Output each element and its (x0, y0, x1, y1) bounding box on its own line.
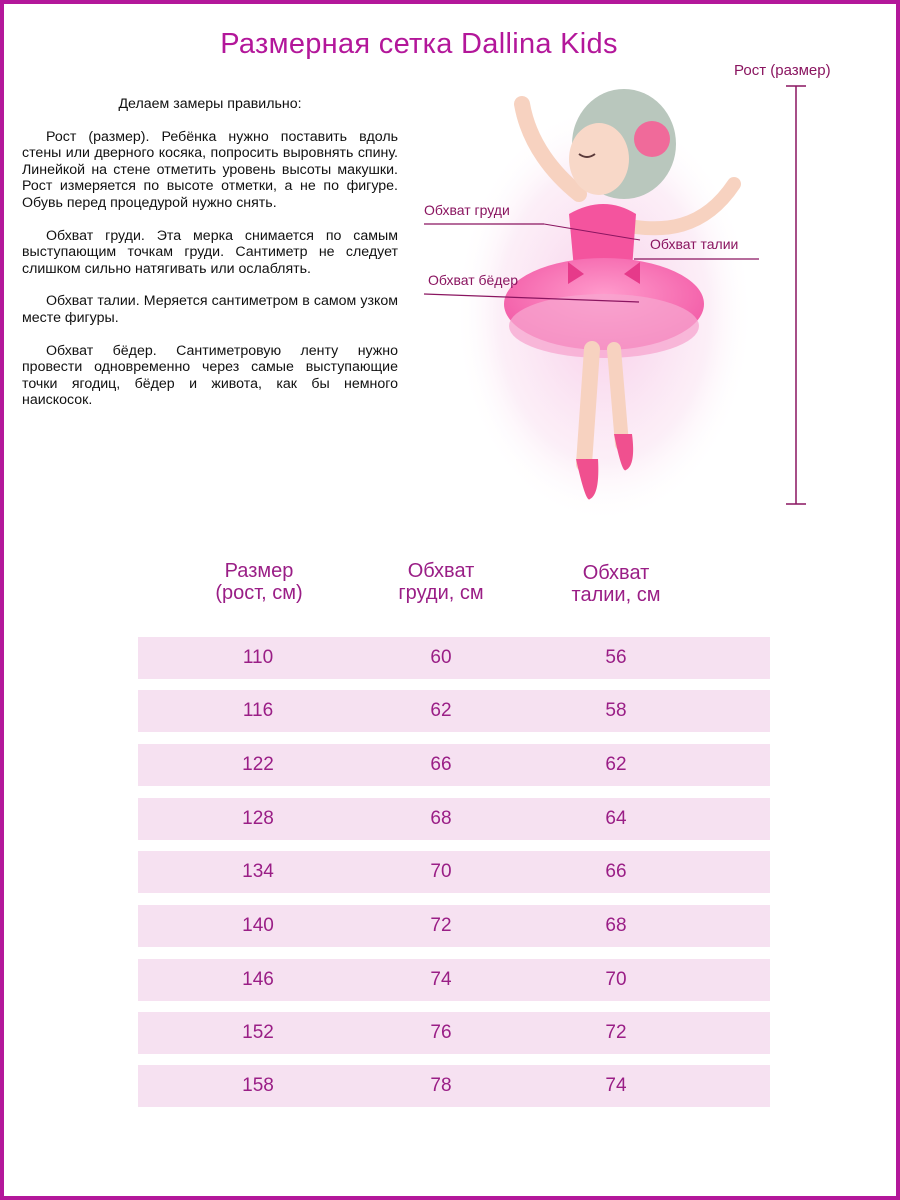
height-label: Рост (размер) (734, 62, 831, 79)
table-row (138, 798, 770, 840)
header-chest-line1: Обхват (407, 560, 475, 582)
instructions-heading: Делаем замеры правильно: (118, 96, 302, 112)
height-ruler (784, 84, 808, 508)
instruction-waist: Обхват талии. Меряется сантиметром в самом узком месте фигуры. (22, 293, 398, 326)
chest-cell: 72 (430, 915, 452, 936)
size-cell: 128 (242, 808, 274, 829)
waist-cell: 72 (605, 1022, 627, 1043)
chest-label: Обхват груди (424, 202, 510, 218)
table-row (138, 1065, 770, 1107)
header-waist-line1: Обхват (582, 562, 650, 584)
left-leg (584, 349, 592, 464)
chest-cell: 60 (430, 647, 452, 668)
waist-cell: 66 (605, 861, 627, 882)
measuring-instructions (22, 96, 398, 425)
waist-cell: 74 (605, 1075, 627, 1096)
chest-cell: 70 (430, 861, 452, 882)
table-row (138, 637, 770, 679)
waist-cell: 70 (605, 969, 627, 990)
ballerina-illustration (404, 64, 824, 524)
size-cell: 122 (242, 754, 274, 775)
instruction-chest: Обхват груди. Эта мерка снимается по самым выступающим точкам груди. Сантиметр не следует слишком сильно натягивать или ослаблять. (22, 227, 398, 277)
waist-label: Обхват талии (650, 236, 739, 252)
header-size-line2: (рост, см) (215, 582, 303, 604)
table-row (138, 690, 770, 732)
size-cell: 146 (242, 969, 274, 990)
page-title: Размерная сетка Dallina Kids (220, 28, 618, 60)
waist-cell: 56 (605, 647, 627, 668)
header-chest (346, 560, 536, 604)
chest-cell: 78 (430, 1075, 452, 1096)
table-row (138, 851, 770, 893)
table-row (138, 1012, 770, 1054)
header-chest-line2: груди, см (398, 582, 484, 604)
waist-cell: 64 (605, 808, 627, 829)
header-waist-line2: талии, см (571, 584, 661, 606)
table-row (138, 744, 770, 786)
header-waist (521, 562, 711, 606)
waist-cell: 68 (605, 915, 627, 936)
right-leg (614, 349, 622, 444)
chest-cell: 74 (430, 969, 452, 990)
waist-cell: 62 (605, 754, 627, 775)
hips-label: Обхват бёдер (428, 272, 519, 288)
size-cell: 134 (242, 861, 274, 882)
header-size (164, 560, 354, 604)
chest-cell: 66 (430, 754, 452, 775)
size-cell: 152 (242, 1022, 274, 1043)
instruction-height: Рост (размер). Ребёнка нужно поставить вдоль стены или дверного косяка, попросить выровнять спину. Линейкой на стене отметить уровень высоты макушки. Рост измеряется по высоте отметки, а не по фигуре. Обувь перед процедурой нужно снять. (22, 128, 398, 211)
chest-cell: 76 (430, 1022, 452, 1043)
tutu-layer (509, 294, 699, 358)
size-cell: 116 (242, 700, 274, 721)
rose-icon (634, 121, 670, 157)
size-cell: 110 (242, 647, 274, 668)
table-row (138, 905, 770, 947)
instruction-hips: Обхват бёдер. Сантиметровую ленту нужно провести одновременно через самые выступающие точки ягодиц, бёдер и живота, как бы немного наискосок. (22, 342, 398, 409)
chest-cell: 68 (430, 808, 452, 829)
face (569, 123, 629, 195)
waist-cell: 58 (605, 700, 627, 721)
chest-cell: 62 (430, 700, 452, 721)
header-size-line1: Размер (224, 560, 294, 582)
size-cell: 158 (242, 1075, 274, 1096)
table-row (138, 959, 770, 1001)
size-cell: 140 (242, 915, 274, 936)
